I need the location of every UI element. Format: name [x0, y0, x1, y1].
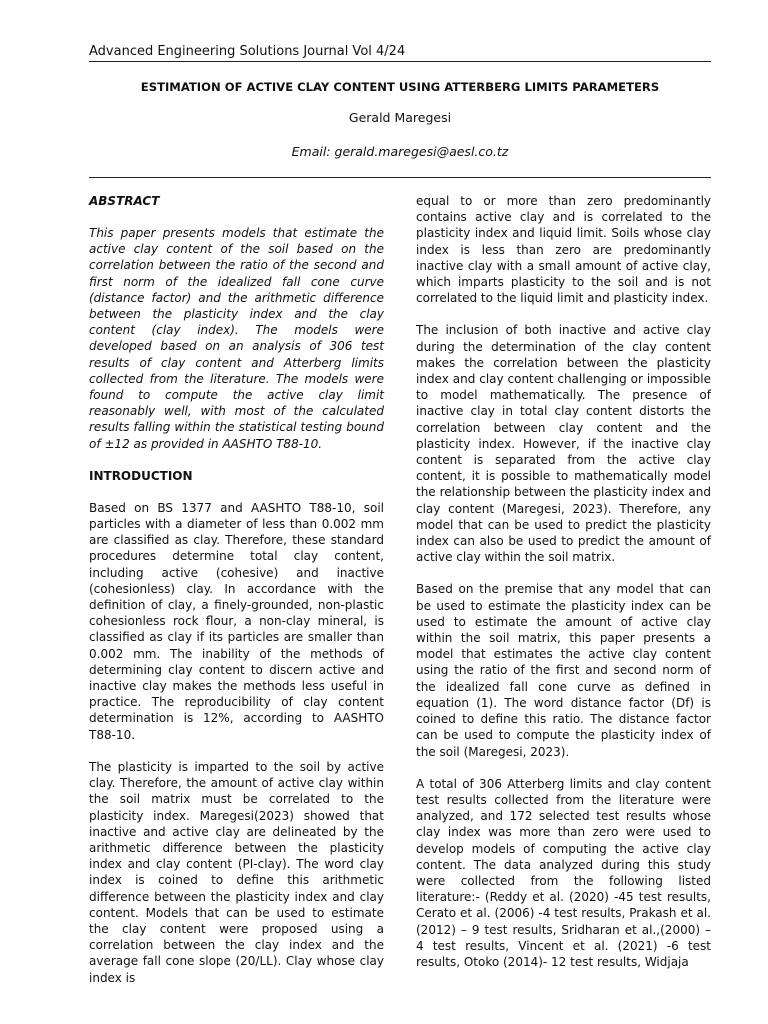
- intro-paragraph-1: Based on BS 1377 and AASHTO T88-10, soil particles with a diameter of less than 0.002 mm are classified as clay. Therefore, these standard procedures determine total clay content, including active (cohesive) and inactive (cohesionless) clay. In accordance with the definition of clay, a finely-grounded, non-plastic cohesionless rock flour, a non-clay mineral, is classified as clay if its particles are smaller than 0.002 mm. The inability of the methods of determining clay content to discern active and inactive clay makes the methods less useful in practice. The reproducibility of clay content determination is 12%, according to AASHTO T88-10.: [89, 500, 384, 742]
- abstract-heading: ABSTRACT: [89, 194, 160, 208]
- right-paragraph-2: The inclusion of both inactive and active clay during the determination of the clay content makes the correlation between the plasticity index and clay content challenging or impossible to model mathematically. The presence of inactive clay in total clay content distorts the correlation between clay content and the plasticity index. However, if the inactive clay content is separated from the active clay content, it is possible to mathematically model the relationship between the plasticity index and clay content (Maregesi, 2023). Therefore, any model that can be used to predict the plasticity index can also be used to predict the amount of active clay within the soil matrix.: [416, 323, 711, 565]
- paper-title: ESTIMATION OF ACTIVE CLAY CONTENT USING ATTERBERG LIMITS PARAMETERS: [140, 80, 660, 94]
- intro-paragraph-2: The plasticity is imparted to the soil by active clay. Therefore, the amount of active clay within the soil matrix must be correlated to the plasticity index. Maregesi(2023) showed that inactive and active clay are delineated by the arithmetic difference between the plasticity index and clay content (PI-clay). The word clay index is coined to define this arithmetic difference between the plasticity index and clay content. Models that can be used to estimate the clay content were proposed using a correlation between the clay index and the average fall cone slope (20/LL). Clay whose clay index is: [89, 759, 384, 985]
- author-email: Email: gerald.maregesi@aesl.co.tz: [291, 144, 509, 159]
- right-column: [416, 193, 711, 986]
- right-paragraph-3: Based on the premise that any model that can be used to estimate the plasticity index can be used to estimate the amount of active clay within the soil matrix, this paper presents a model that estimates the active clay content using the ratio of the first and second norm of the idealized fall cone curve as defined in equation (1). The word distance factor (Df) is coined to define this ratio. The distance factor can be used to compute the plasticity index of the soil (Maregesi, 2023).: [416, 582, 711, 759]
- header-rule: [89, 61, 711, 62]
- author-name: Gerald Maregesi: [348, 110, 452, 125]
- right-paragraph-1: equal to or more than zero predominantly contains active clay and is correlated to the plasticity index and liquid limit. Soils whose clay index is less than zero are predominantly inactive clay with a small amount of active clay, which imparts plasticity to the soil and is not correlated to the liquid limit and plasticity index.: [416, 194, 711, 306]
- abstract-text: This paper presents models that estimate the active clay content of the soil based on the correlation between the ratio of the second and first norm of the idealized fall cone curve (distance factor) and the arithmetic difference between the plasticity index and the clay content (clay index). The models were developed based on an analysis of 306 test results of clay content and Atterberg limits collected from the literature. The models were found to compute the active clay limit reasonably well, with most of the calculated results falling within the statistical testing bound of ±12 as provided in AASHTO T88-10.: [89, 226, 384, 451]
- title-rule: [89, 177, 711, 178]
- right-paragraph-4: A total of 306 Atterberg limits and clay content test results collected from the literature were analyzed, and 172 selected test results whose clay index was more than zero were used to develop models of computing the active clay content. The data analyzed during this study were collected from the following listed literature:- (Reddy et al. (2020) -45 test results, Cerato et al. (2006) -4 test results, Prakash et al. (2012) – 9 test results, Sridharan et al.,(2000) – 4 test results, Vincent et al. (2021) -6 test results, Otoko (2014)- 12 test results, Widjaja: [416, 776, 711, 969]
- introduction-heading: INTRODUCTION: [89, 468, 193, 483]
- journal-header: Advanced Engineering Solutions Journal Vol 4/24: [89, 44, 406, 59]
- left-column: [89, 193, 384, 1002]
